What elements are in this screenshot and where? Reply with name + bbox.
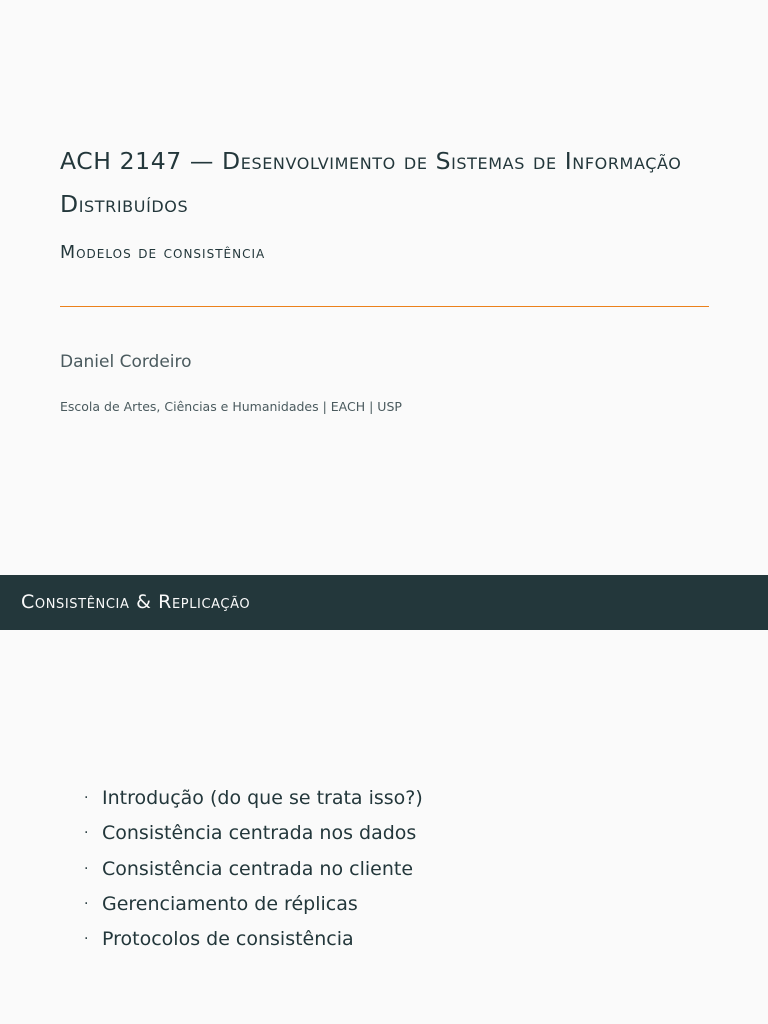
frame-title-bar — [0, 575, 768, 630]
bullet-icon: · — [84, 825, 89, 842]
bullet-icon: · — [84, 931, 89, 948]
presentation-subtitle: Modelos de consistência — [60, 243, 266, 263]
title-block — [60, 140, 710, 226]
list-item — [84, 922, 423, 957]
list-item-label: Consistência centrada nos dados — [102, 822, 417, 845]
title-divider — [60, 306, 709, 307]
bullet-icon: · — [84, 860, 89, 877]
list-item — [84, 781, 423, 816]
bullet-icon: · — [84, 790, 89, 806]
list-item — [84, 887, 423, 922]
institute-name: Escola de Artes, Ciências e Humanidades | EACH | USP — [60, 399, 402, 414]
presentation-title: ACH 2147 — Desenvolvimento de Sistemas de Informação Distribuídos — [60, 147, 682, 218]
frame-title: Consistência & Replicação — [21, 591, 251, 613]
author-name: Daniel Cordeiro — [60, 352, 192, 372]
list-item-label: Protocolos de consistência — [102, 928, 354, 951]
bullet-icon: · — [84, 895, 89, 912]
list-item-label: Consistência centrada no cliente — [102, 857, 414, 880]
topic-list — [84, 781, 423, 957]
list-item-label: Gerenciamento de réplicas — [102, 892, 358, 915]
list-item-label: Introdução (do que se trata isso?) — [102, 787, 423, 809]
list-item — [84, 852, 423, 887]
list-item — [84, 816, 423, 851]
